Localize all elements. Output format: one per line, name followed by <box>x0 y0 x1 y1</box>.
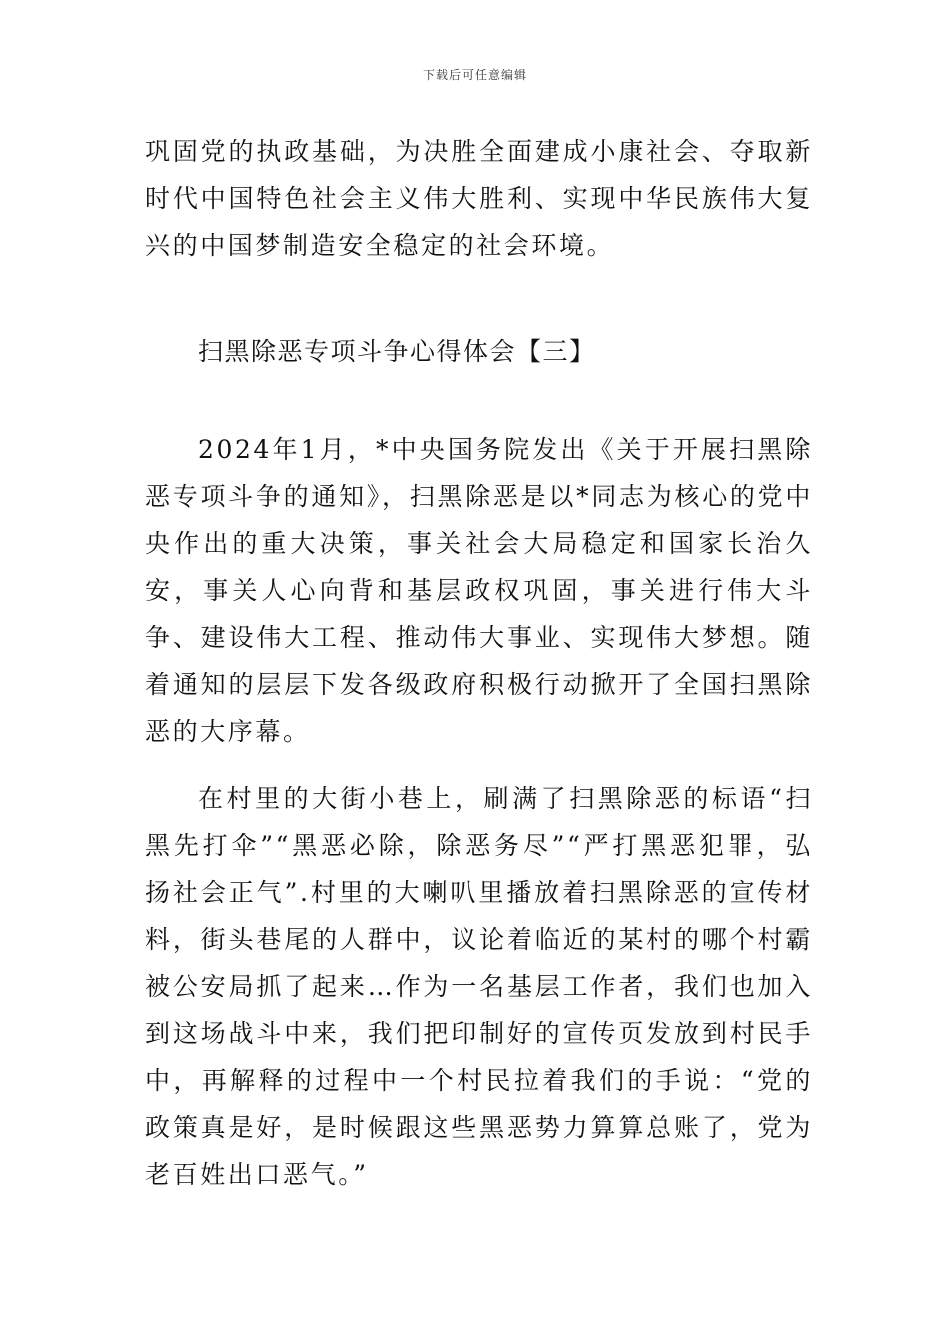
paragraph-continuation: 巩固党的执政基础，为决胜全面建成小康社会、夺取新时代中国特色社会主义伟大胜利、实现中华民族伟大复兴的中国梦制造安全稳定的社会环境。 <box>145 137 813 260</box>
section-heading: 扫黑除恶专项斗争心得体会【三】 <box>198 337 596 366</box>
paragraph-village: 在村里的大街小巷上，刷满了扫黑除恶的标语“扫黑先打伞”“黑恶必除，除恶务尽”“严打黑恶犯罪，弘扬社会正气”.村里的大喇叭里播放着扫黑除恶的宣传材料，街头巷尾的人群中，议论着临近的某村的哪个村霸被公安局抓了起来…作为一名基层工作者，我们也加入到这场战斗中来，我们把印制好的宣传页发放到村民手中，再解释的过程中一个村民拉着我们的手说：“党的政策真是好，是时候跟这些黑恶势力算算总账了，党为老百姓出口恶气。” <box>145 784 813 1189</box>
page-header-note: 下载后可任意编辑 <box>422 68 527 82</box>
paragraph-notice: 2024年1月，*中央国务院发出《关于开展扫黑除恶专项斗争的通知》，扫黑除恶是以*同志为核心的党中央作出的重大决策，事关社会大局稳定和国家长治久安，事关人心向背和基层政权巩固，事关进行伟大斗争、建设伟大工程、推动伟大事业、实现伟大梦想。随着通知的层层下发各级政府积极行动掀开了全国扫黑除恶的大序幕。 <box>145 435 813 746</box>
